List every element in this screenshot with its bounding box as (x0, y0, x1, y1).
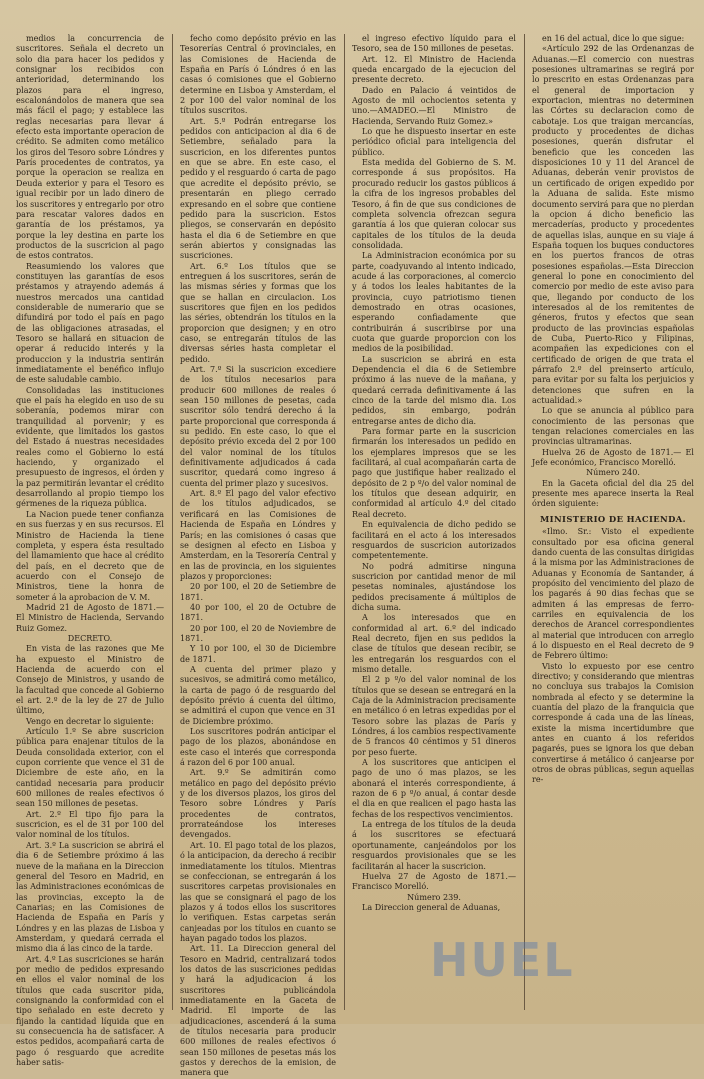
paragraph: «Ilmo. Sr.: Visto el expediente consultado por esa oficina general dando cuenta de las consultas dirigidas á la misma por las Administraciones de Aduanas y Economía de Santander, á propósito del vencimiento del plazo de los pagarés á 90 dias fechas que se admiten á las empresas de ferro-carriles en equivalencia de los derechos de Arancel correspondientes al material que introducen con arreglo á lo dispuesto en el Real decreto de 9 de Febrero último: (532, 527, 694, 661)
paragraph: Dado en Palacio á veintidos de Agosto de mil ochocientos setenta y uno.—AMADEO.—El Ministro de Hacienda, Servando Ruiz Gomez.» (352, 85, 516, 126)
payment-term: 20 por 100, el 20 de Setiembre de 1871. (180, 582, 336, 602)
paragraph: Esta medida del Gobierno de S. M. corresponde á sus propósitos. Ha procurado reducir los gastos públicos á la cifra de los ingresos probables del Tesoro, á fin de que sus condiciones de completa solvencia ofrezcan segura garantía á los que quieran colocar sus capitales de los títulos de la deuda consolidada. (352, 158, 516, 250)
article: Art. 10. El pago total de los plazos, ó la anticipacion, da derecho á recibir inmediatamente los títulos. Mientras se confeccionan, se entregarán á los suscritores carpetas provisionales en las que se consignará el pago de los plazos y á todos ellos los suscritores lo verifiquen. Estas carpetas serán canjeadas por los títulos en cuanto se hayan pagado todos los plazos. (180, 840, 336, 943)
paragraph: El 2 p º/o del valor nominal de los títulos que se desean se entregará en la Caja de la Administracion precisamente en metálico ó en letras expedidas por el Tesoro sobre las plazas de París y Lóndres, á los cambios respectivamente de 5 francos 40 céntimos y 51 dineros por peso fuerte. (352, 675, 516, 757)
paragraph: Lo que se anuncia al público para conocimiento de las personas que tengan relaciones comerciales en las provincias ultramarinas. (532, 406, 694, 447)
column-divider (524, 34, 525, 1010)
section-heading: MINISTERIO DE HACIENDA. (540, 513, 686, 524)
article: Art. 9.º Se admitirán como metálico en pago del depósito prévio y de los diversos plazos, los giros del Tesoro sobre Lóndres y París procedentes de contratos, prorrateándose los intereses devengados. (180, 768, 336, 840)
paragraph: en 16 del actual, dice lo que sigue: (542, 34, 685, 43)
paragraph: La Administracion económica por su parte, coadyuvando al intento indicado, acude á las corporaciones, al comercio y á todos los leales habitantes de la provincia, cuyo patriotismo tienen demostrado en otras ocasiones, esperando confiadamente que contribuirán á suscribirse por una cuota que guarde proporcion con los medios de la posibilidad. (352, 251, 516, 354)
paragraph: La entrega de los títulos de la deuda á los suscritores se efectuará oportunamente, canjeándolos por los resguardos provisionales que se les facilitarán al hacer la suscricion. (352, 820, 516, 871)
article: Artículo 1.º Se abre suscricion pública para enajenar títulos de la Deuda consolidada exterior, con el cupon corriente que vence el 31 de Diciembre de este año, en la cantidad necesaria para producir 600 millones de reales efectivos ó sean 150 millones de pesetas. (16, 727, 164, 809)
section-heading: DECRETO. (67, 633, 113, 643)
payment-term: Y 10 por 100, el 30 de Diciembre de 1871. (180, 644, 336, 664)
article: Art. 4.º Las suscriciones se harán por medio de pedidos expresando en ellos el valor nominal de los títulos que cada suscritor pida, consignando la conformidad con el tipo señalado en este decreto y fijando la cantidad líquida que en su consecuencia ha de satisfacer. A estos pedidos, acompañará carta de pago ó resguardo que acredite haber satis- (16, 954, 164, 1068)
paragraph: fecho como depósito prévio en las Tesorerías Central ó provinciales, en las Comisiones de Hacienda de España en París ó Lóndres ó en las casas ó comisiones que el Gobierno determine en Lisboa y Amsterdam, el 2 por 100 del valor nominal de los títulos suscritos. (180, 34, 336, 116)
paragraph: Reasumiendo los valores que constituyen las garantías de esos préstamos y atrayendo además á nuestros mercados una cantidad considerable de numerario que se difundirá por todo el país en pago de las obligaciones atrasadas, el Tesoro se hallará en situacion de operar á reducido interés y la produccion y la industria sentirán inmediatamente el benéfico influjo de este saludable cambio. (16, 261, 164, 385)
column-1 (16, 34, 164, 1068)
signature-line: Huelva 26 de Agosto de 1871.— El Jefe económico, Francisco Morelló. (532, 447, 694, 468)
article: Art. 7.º Si la suscricion excediere de los títulos necesarios para producir 600 millones de reales ó sean 150 millones de pesetas, cada suscritor sólo tendrá derecho á la parte proporcional que corresponda á su pedido. En este caso, lo que el depósito prévio exceda del 2 por 100 del valor nominal de los títulos definitivamente adjudicados á cada suscritor, quedará como ingreso á cuenta del primer plazo y sucesivos. (180, 365, 336, 488)
paragraph: el ingreso efectivo líquido para el Tesoro, sea de 150 millones de pesetas. (352, 34, 516, 54)
paragraph: A los interesados que en conformidad al art. 6.º del indicado Real decreto, fijen en sus pedidos la clase de títulos que desean recibir, se les entregarán los resguardos con el mismo detalle. (352, 613, 516, 674)
payment-term: 40 por 100, el 20 de Octubre de 1871. (180, 602, 336, 623)
article: Art. 11. La Direccion general del Tesoro en Madrid, centralizará todos los datos de las suscriciones pedidas y hará la adjudicacion á los suscritores publicándola inmediatamente en la Gaceta de Madrid. El importe de las adjudicaciones, ascenderá á la suma de títulos necesaria para producir 600 millones de reales efectivos ó sean 150 millones de pesetas más los gastos y derechos de la emision, de manera que (180, 944, 336, 1078)
notice-number: Número 240. (586, 468, 640, 478)
paragraph: Vengo en decretar lo siguiente: (26, 716, 154, 726)
paragraph: Los suscritores podrán anticipar el pago de los plazos, abonándose en este caso el interés que corresponda á razon del 6 por 100 anual. (180, 727, 336, 768)
paragraph: A los suscritores que anticipen el pago de uno ó mas plazos, se les abonará el interés correspondiente, á razon de 6 p º/o anual, á contar desde el dia en que realicen el pago hasta las fechas de los respectivos vencimientos. (352, 758, 516, 819)
article: Art. 2.º El tipo fijo para la suscricion, es el de 31 por 100 del valor nominal de los títulos. (16, 809, 164, 840)
signature-line: Madrid 21 de Agosto de 1871.— El Ministro de Hacienda, Servando Ruiz Gomez. (16, 602, 164, 633)
paragraph: En vista de las razones que Me ha expuesto el Ministro de Hacienda de acuerdo con el Consejo de Ministros, y usando de la facultad que concede al Gobierno el art. 2.º de la ley de 27 de Julio último, (16, 644, 164, 716)
paragraph: La Nacion puede tener confianza en sus fuerzas y en sus recursos. El Ministro de Hacienda la tiene completa, y espera ésta resultado del llamamiento que hace al crédito del país, en el decreto que de acuerdo con el Consejo de Ministros, tiene la honra de someter á la aprobacion de V. M. (16, 509, 164, 602)
column-divider (172, 34, 173, 1010)
column-2 (180, 34, 336, 1078)
article: Art. 6.º Los títulos que se entreguen á los suscritores, serán de las mismas séries y formas que los que se hallan en circulacion. Los suscritores que fijen en los pedidos las séries, obtendrán los títulos en la proporcion que designen; y en otro caso, se entregarán títulos de las diversas séries hasta completar el pedido. (180, 261, 336, 364)
paragraph: La Direccion general de Aduanas, (362, 902, 501, 912)
payment-term: 20 por 100, el 20 de Noviembre de 1871. (180, 623, 336, 643)
notice-number: Número 239. (407, 892, 461, 902)
paragraph: medios la concurrencia de suscritores. Señala el decreto un solo dia para hacer los pedidos y consignar los recibidos con anterioridad, determinando los plazos para el ingreso, escalonándolos de manera que sea más fácil el pago; y establece las reglas necesarias para llevar á efecto esta importante operacion de crédito. Se admiten como metálico los giros del Tesoro sobre Lóndres y París procedentes de contratos, ya porque la operacion se realiza en Deuda exterior y para el Tesoro es igual recibir por un lado dinero de los suscritores y entregarlo por otro para rescatar valores dados en garantía de los préstamos, ya porque la ley destina en parte los productos de la suscricion al pago de estos contratos. (16, 34, 164, 261)
column-4 (532, 34, 694, 1010)
paragraph: A cuenta del primer plazo y sucesivos, se admitirá como metálico, la carta de pago ó de resguardo del depósito prévio á cuenta del último, se admitirá el cupon que vence en 31 de Diciembre próximo. (180, 664, 336, 726)
paragraph: Lo que he dispuesto insertar en este periódico oficial para inteligencia del público. (352, 127, 516, 157)
signature-line: Huelva 27 de Agosto de 1871.— Francisco Morelló. (352, 871, 516, 892)
paragraph: No podrá admitirse ninguna suscricion por cantidad menor de mil pesetas nominales, ajustándose los pedidos precisamente á múltiplos de dicha suma. (352, 561, 516, 612)
paragraph: Para formar parte en la suscricion firmarán los interesados un pedido en los ejemplares impresos que se les facilitará, al cual acompañarán carta de pago que justifique haber realizado el depósito de 2 p º/o del valor nominal de los títulos que desean adquirir, en conformidad al artículo 4.º del citado Real decreto. (352, 427, 516, 519)
column-3 (352, 34, 516, 1010)
paragraph: «Artículo 292 de las Ordenanzas de Aduanas.—El comercio con nuestras posesiones ultramarinas se regirá por lo prescrito en estas Ordenanzas para el general de importacion y exportacion, mientras no determinen las Córtes su declaracion como de cabotaje. Los que traigan mercancías, producto y procedentes de dichas posesiones, querán disfrutar el beneficio que les conceden las disposiciones 10 y 11 del Arancel de Aduanas, deberán venir provistos de un certificado de origen expedido por la Aduana de salida. Este mismo documento servirá para que no pierdan la opcion á dicho beneficio las mercaderías, producto y procedentes de aquellas islas, aunque en su viaje á España toquen los buques conductores en los puertos francos de otras posesiones españolas.—Esta Direccion general lo pone en conocimiento del comercio por medio de este aviso para que, llegando por conducto de los interesados al de los remitentes de géneros, frutos y efectos que sean producto de las provincias españolas de Cuba, Puerto-Rico y Filipinas, acompañen las expediciones con el certificado de origen de que trata el párrafo 2.º del preinserto artículo, para evitar por su falta los perjuicios y detenciones que sufren en la actualidad.» (532, 44, 694, 406)
library-stamp: HUEL (430, 933, 575, 987)
paragraph: Visto lo expuesto por ese centro directivo; y considerando que mientras no concluya sus trabajos la Comision nombrada al efecto y se determine la cuantía del plazo de la franquicia que corresponde á cada una de las líneas, existe la misma incertidumbre que antes en cuanto á los referidos pagarés, pues se ignora los que deban convertirse á metálico ó canjearse por otros de obras públicas, segun aquellas re- (532, 661, 694, 785)
paragraph: En la Gaceta oficial del dia 25 del presente mes aparece inserta la Real órden siguiente: (532, 478, 694, 509)
column-divider (344, 34, 345, 1010)
article: Art. 8.º El pago del valor efectivo de los títulos adjudicados, se verificará en las Comisiones de Hacienda de España en Lóndres y París; en las comisiones ó casas que se designen al efecto en Lisboa y Amsterdam, en la Tesorería Central y en las de provincia, en los siguientes plazos y proporciones: (180, 489, 336, 581)
article: Art. 5.º Podrán entregarse los pedidos con anticipacion al dia 6 de Setiembre, señalado para la suscricion, en los diferentes puntos en que se abre. En este caso, el pedido y el resguardo ó carta de pago que acredite el depósito prévio, se presentarán en pliego cerrado expresando en el sobre que contiene pedido para la suscricion. Estos pliegos, se conservarán en depósito hasta el dia 6 de Setiembre en que serán abiertos y consignadas las suscriciones. (180, 116, 336, 261)
article: Art. 3.º La suscricion se abrirá el dia 6 de Setiembre próximo á las nueve de la mañana en la Direccion general del Tesoro en Madrid, en las Administraciones económicas de las provincias, excepto la de Canarias; en las Comisiones de Hacienda de España en París y Lóndres y en las plazas de Lisboa y Amsterdam, y quedará cerrada el mismo dia á las cinco de la tarde. (16, 840, 164, 954)
paragraph: En equivalencia de dicho pedido se facilitará en el acto á los interesados resguardos de suscricion autorizados competentemente. (352, 520, 516, 561)
paragraph: Consolidadas las instituciones que el país ha elegido en uso de su soberanía, podemos mirar con tranquilidad al porvenir; y es evidente, que limitados los gastos del Estado á nuestras necesidades reales como el Gobierno lo está haciendo, y organizado el presupuesto de ingresos, el órden y la paz permitirán levantar el crédito desarrollando al propio tiempo los gérmenes de la riqueza pública. (16, 385, 164, 509)
paragraph: La suscricion se abrirá en esta Dependencia el dia 6 de Setiembre próximo á las nueve de la mañana, y quedará cerrada definitivamente á las cinco de la tarde del mismo dia. Los pedidos, sin embargo, podrán entregarse antes de dicho dia. (352, 354, 516, 426)
article: Art. 12. El Ministro de Hacienda queda encargado de la ejecucion del presente decreto. (352, 54, 516, 85)
